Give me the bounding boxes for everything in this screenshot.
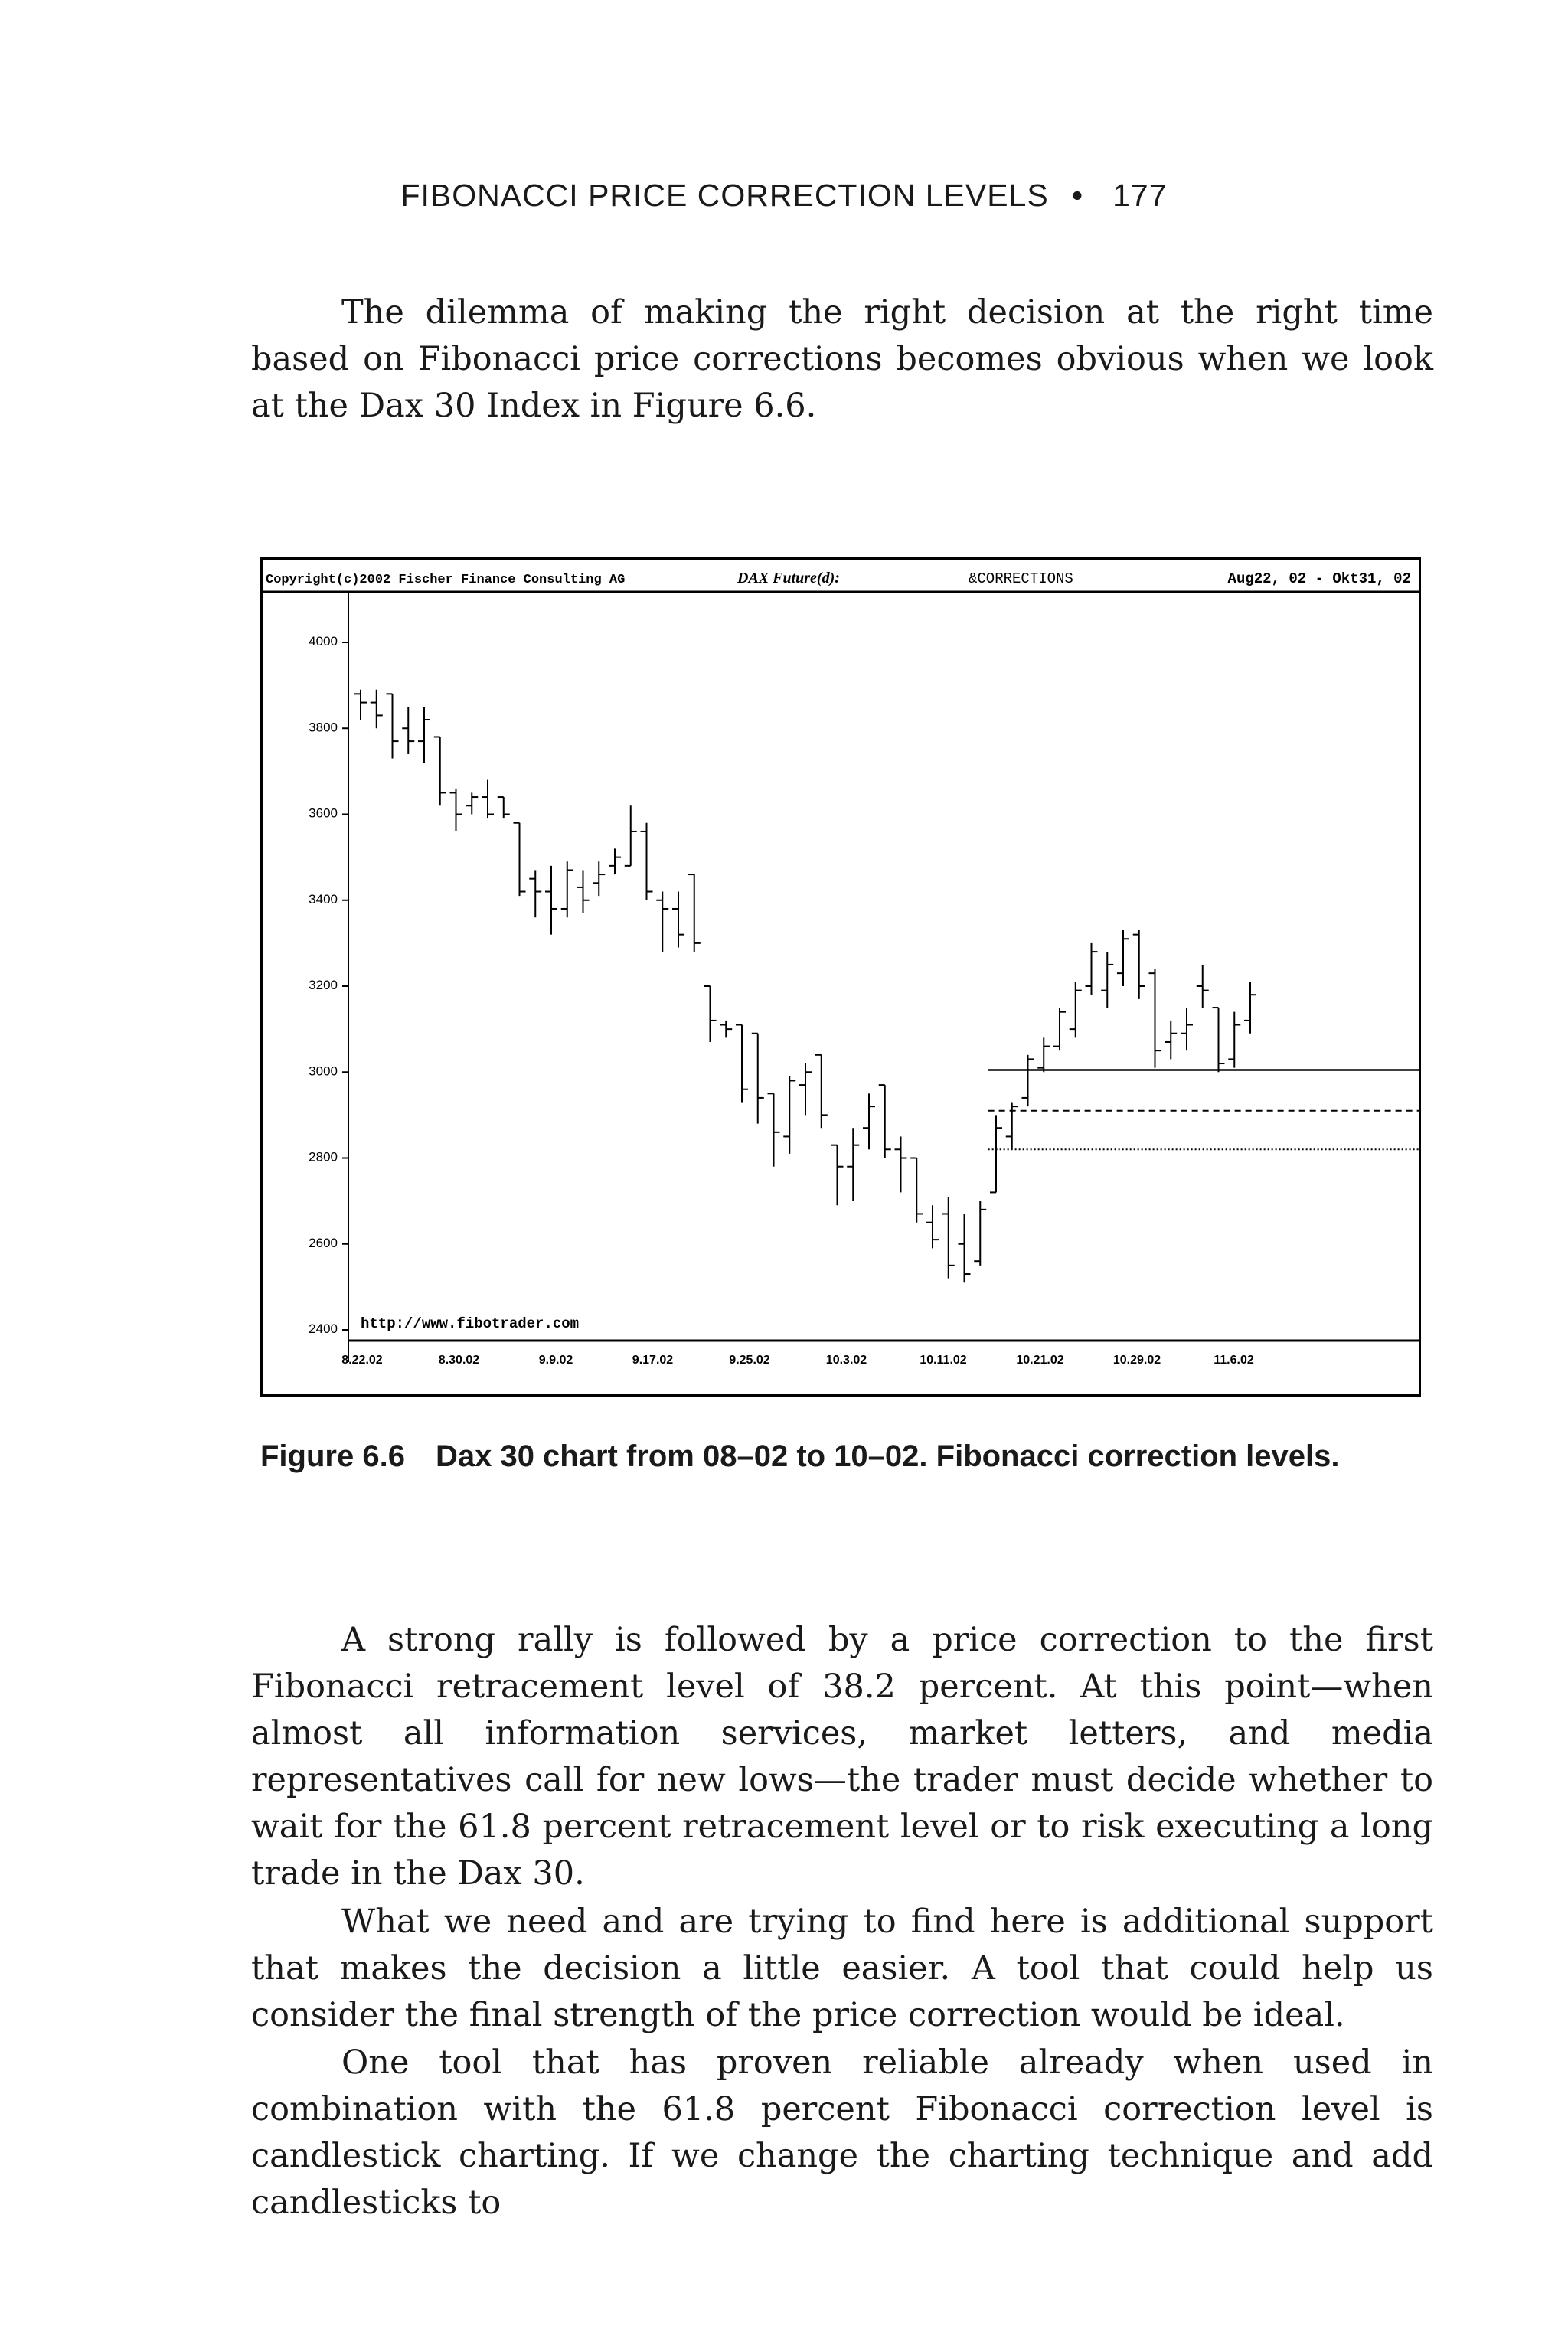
ohlc-bar (593, 861, 605, 896)
ohlc-bar (1054, 1008, 1066, 1050)
x-tick-label: 9.25.02 (729, 1354, 770, 1367)
ohlc-bar (1133, 930, 1145, 999)
ohlc-bar (1228, 1012, 1240, 1068)
ohlc-bar (1037, 1037, 1050, 1072)
ohlc-bar (1101, 952, 1113, 1008)
figure-caption (260, 1439, 1424, 1474)
ohlc-bar (354, 690, 367, 720)
ohlc-bar (704, 986, 717, 1042)
running-head (0, 178, 1568, 214)
y-tick-label: 3000 (309, 1063, 338, 1079)
ohlc-bar (688, 874, 701, 952)
ohlc-bar (895, 1136, 907, 1192)
x-tick-label: 10.11.02 (920, 1354, 967, 1367)
chart-header-range: Aug22, 02 - Okt31, 02 (1227, 570, 1411, 587)
y-tick-label: 3400 (309, 891, 338, 906)
running-head-bullet: • (1071, 178, 1084, 213)
x-tick-label: 9.17.02 (632, 1354, 674, 1367)
x-tick-label: 10.29.02 (1112, 1354, 1161, 1367)
ohlc-bar (1181, 1008, 1193, 1050)
chart-watermark: http://www.fibotrader.com (361, 1315, 580, 1332)
y-tick-label: 3800 (309, 720, 338, 735)
chart-header-instrument: DAX Future(d): (737, 570, 840, 586)
ohlc-bar (545, 866, 557, 935)
x-tick-label: 8.22.02 (341, 1354, 383, 1367)
body-paragraph-1: A strong rally is followed by a price correction to the first Fibonacci retracement level of 38.2 percent. At this point—when almost all information services, market letters, and media representatives call for new lows—the trader must decide whether to wait for the 61.8 percent retracement level or to risk executing a long trade in the Dax 30. (251, 1621, 1433, 1893)
ohlc-bar (1213, 1008, 1225, 1072)
ohlc-bar (831, 1145, 844, 1206)
ohlc-bar (450, 789, 462, 831)
x-tick-label: 10.3.02 (825, 1354, 867, 1367)
ohlc-bar (561, 861, 573, 917)
page-number: 177 (1112, 178, 1168, 213)
ohlc-bar (752, 1034, 764, 1124)
y-tick-label: 2800 (309, 1149, 338, 1165)
ohlc-bar (926, 1205, 939, 1248)
ohlc-bar (1165, 1021, 1177, 1060)
ohlc-bar (387, 694, 399, 758)
ohlc-bar (1117, 930, 1129, 986)
ohlc-bar (641, 823, 653, 900)
ohlc-bar (1070, 982, 1082, 1037)
ohlc-bar (1149, 969, 1161, 1068)
x-tick-label: 8.30.02 (438, 1354, 480, 1367)
figure-caption-label: Figure 6.6 (260, 1439, 405, 1473)
ohlc-bar (1022, 1055, 1034, 1106)
ohlc-bar (1244, 982, 1256, 1033)
x-tick-label: 9.9.02 (538, 1354, 573, 1367)
ohlc-bar (942, 1197, 955, 1279)
x-tick-label: 10.21.02 (1016, 1354, 1064, 1367)
chart-figure (260, 557, 1421, 1396)
chart-header-study: &CORRECTIONS (969, 570, 1073, 587)
ohlc-bar (863, 1093, 875, 1149)
ohlc-bar (1006, 1102, 1018, 1150)
ohlc-bar (672, 892, 684, 948)
ohlc-bar (720, 1021, 732, 1037)
ohlc-bar (529, 870, 541, 917)
ohlc-bar (577, 870, 590, 913)
figure-caption-text: Dax 30 chart from 08–02 to 10–02. Fibonacci correction levels. (435, 1439, 1340, 1473)
y-tick-label: 3600 (309, 805, 338, 821)
ohlc-bar (402, 707, 414, 754)
y-tick-label: 2600 (309, 1235, 338, 1250)
ohlc-bar (910, 1158, 923, 1223)
ohlc-bar (959, 1214, 971, 1282)
ohlc-bar (879, 1085, 891, 1158)
chart-header-copyright: Copyright(c)2002 Fischer Finance Consulting AG (266, 573, 626, 587)
ohlc-chart (263, 560, 1419, 1394)
ohlc-bar (514, 823, 526, 896)
y-tick-label: 2400 (309, 1321, 338, 1336)
ohlc-bar (609, 848, 621, 874)
x-tick-label: 11.6.02 (1214, 1354, 1254, 1367)
ohlc-bar (974, 1201, 986, 1266)
body-paragraph-2: What we need and are trying to find here is additional support that makes the decision a little easier. A tool that could help us consider the final strength of the price correction would be ideal. (251, 1903, 1433, 2034)
ohlc-bar (498, 797, 510, 818)
ohlc-bar (418, 707, 430, 763)
ohlc-bar (990, 1115, 1002, 1192)
running-head-title: FIBONACCI PRICE CORRECTION LEVELS (400, 178, 1049, 213)
ohlc-bar (371, 690, 383, 729)
intro-paragraph: The dilemma of making the right decision at the right time based on Fibonacci price corrections becomes obvious when we look at the Dax 30 Index in Figure 6.6. (251, 293, 1433, 425)
ohlc-bar (1086, 943, 1098, 995)
ohlc-bar (434, 737, 446, 805)
ohlc-bar (736, 1025, 748, 1102)
ohlc-bar (625, 805, 637, 866)
ohlc-bar (799, 1063, 812, 1115)
ohlc-bar (783, 1076, 795, 1154)
ohlc-bar (768, 1093, 780, 1166)
ohlc-bar (482, 780, 494, 819)
ohlc-bar (847, 1128, 859, 1200)
ohlc-bar (466, 792, 478, 814)
ohlc-bar (815, 1055, 828, 1128)
y-tick-label: 4000 (309, 634, 338, 648)
ohlc-bar (1197, 965, 1209, 1008)
y-tick-label: 3200 (309, 978, 338, 992)
ohlc-bar (656, 892, 668, 952)
body-paragraph-3: One tool that has proven reliable already when used in combination with the 61.8 percent Fibonacci correction level is candlestick charting. If we change the charting technique and add candlesticks to (251, 2043, 1433, 2222)
